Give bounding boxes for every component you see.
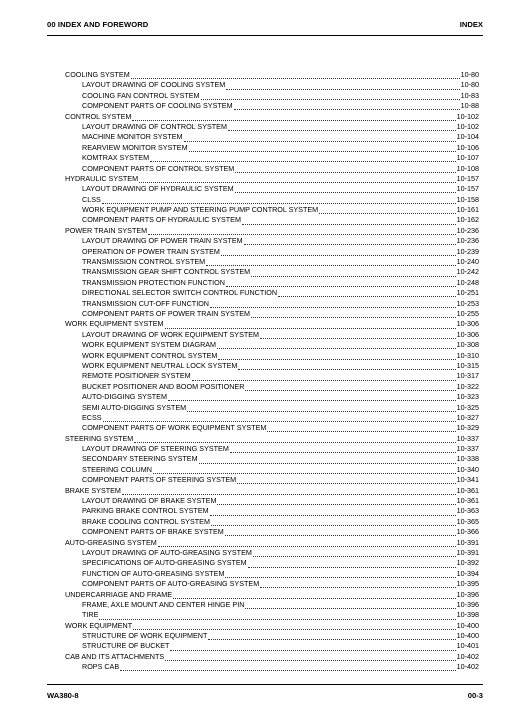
toc-entry-page: 10-323 bbox=[456, 392, 479, 402]
toc-entry-label: LAYOUT DRAWING OF BRAKE SYSTEM bbox=[82, 496, 217, 506]
dot-leader bbox=[244, 237, 456, 245]
toc-entry-page: 10-398 bbox=[456, 610, 479, 620]
toc-entry-page: 10-161 bbox=[456, 205, 479, 215]
toc-entry-page: 10-255 bbox=[456, 308, 479, 318]
toc-entry-page: 10-240 bbox=[456, 257, 479, 267]
dot-leader bbox=[201, 92, 460, 100]
dot-leader bbox=[226, 279, 456, 287]
dot-leader bbox=[260, 580, 455, 588]
toc-entry-label: CAB AND ITS ATTACHMENTS bbox=[65, 651, 165, 661]
page-header bbox=[47, 18, 483, 34]
dot-leader bbox=[170, 643, 455, 651]
section-title: 00 INDEX AND FOREWORD bbox=[47, 20, 149, 29]
toc-entry-label: COMPONENT PARTS OF POWER TRAIN SYSTEM bbox=[82, 308, 250, 318]
dot-leader bbox=[173, 591, 456, 599]
toc-entry-label: AUTO-DIGGING SYSTEM bbox=[82, 392, 167, 402]
toc-entry-label: WORK EQUIPMENT CONTROL SYSTEM bbox=[82, 350, 218, 360]
toc-subentry[interactable] bbox=[65, 205, 479, 215]
toc-subentry[interactable] bbox=[65, 641, 479, 651]
toc-subentry[interactable] bbox=[65, 475, 479, 485]
dot-leader bbox=[225, 528, 456, 536]
toc-entry-page: 10-402 bbox=[456, 662, 479, 672]
dot-leader bbox=[225, 570, 455, 578]
toc-subentry[interactable] bbox=[65, 236, 479, 246]
toc-subentry[interactable] bbox=[65, 215, 479, 225]
dot-leader bbox=[248, 560, 456, 568]
toc-subentry[interactable] bbox=[65, 506, 479, 516]
toc-subentry[interactable] bbox=[65, 382, 479, 392]
dot-leader bbox=[165, 321, 456, 329]
toc-entry[interactable] bbox=[65, 590, 479, 600]
toc-entry-page: 10-102 bbox=[456, 121, 479, 131]
toc-subentry[interactable] bbox=[65, 80, 479, 90]
toc-entry-label: STRUCTURE OF BUCKET bbox=[82, 641, 170, 651]
dot-leader bbox=[192, 373, 456, 381]
toc-entry-page: 10-338 bbox=[456, 454, 479, 464]
toc-entry-label: PARKING BRAKE CONTROL SYSTEM bbox=[82, 506, 209, 516]
toc-entry-page: 10-340 bbox=[456, 464, 479, 474]
toc-subentry[interactable] bbox=[65, 465, 479, 475]
dot-leader bbox=[210, 508, 456, 516]
toc-entry-page: 10-394 bbox=[456, 568, 479, 578]
toc-subentry[interactable] bbox=[65, 392, 479, 402]
toc-entry-label: DIRECTIONAL SELECTOR SWITCH CONTROL FUNCTION bbox=[82, 288, 278, 298]
toc-entry-label: MACHINE MONITOR SYSTEM bbox=[82, 132, 183, 142]
dot-leader bbox=[218, 352, 455, 360]
dot-leader bbox=[187, 404, 456, 412]
toc-entry-page: 10-80 bbox=[460, 70, 479, 79]
dot-leader bbox=[131, 71, 460, 79]
toc-subentry[interactable] bbox=[65, 122, 479, 132]
dot-leader bbox=[217, 497, 455, 505]
toc-entry-label: OPERATION OF POWER TRAIN SYSTEM bbox=[82, 246, 220, 256]
toc-entry[interactable] bbox=[65, 652, 479, 662]
toc-subentry[interactable] bbox=[65, 340, 479, 350]
toc-entry-page: 10-157 bbox=[456, 173, 479, 183]
dot-leader bbox=[184, 134, 456, 142]
toc-entry-label: TRANSMISSION CUT-OFF FUNCTION bbox=[82, 298, 209, 308]
dot-leader bbox=[267, 424, 455, 432]
toc-subentry[interactable] bbox=[65, 558, 479, 568]
dot-leader bbox=[251, 310, 456, 318]
toc-subentry[interactable] bbox=[65, 569, 479, 579]
toc-entry-label: CONTROL SYSTEM bbox=[65, 111, 132, 121]
toc-subentry[interactable] bbox=[65, 330, 479, 340]
toc-entry-label: BRAKE COOLING CONTROL SYSTEM bbox=[82, 516, 210, 526]
toc-entry-page: 10-396 bbox=[456, 589, 479, 599]
toc-entry-page: 10-80 bbox=[460, 80, 479, 90]
toc-subentry[interactable] bbox=[65, 132, 479, 142]
toc-entry-page: 10-102 bbox=[456, 111, 479, 121]
toc-subentry[interactable] bbox=[65, 288, 479, 298]
toc-entry-page: 10-400 bbox=[456, 620, 479, 630]
dot-leader bbox=[99, 612, 455, 620]
toc-entry-label: UNDERCARRIAGE AND FRAME bbox=[65, 589, 173, 599]
toc-entry-page: 10-315 bbox=[456, 360, 479, 370]
toc-subentry[interactable] bbox=[65, 579, 479, 589]
toc-entry-label: AUTO-GREASING SYSTEM bbox=[65, 537, 157, 547]
toc-entry-page: 10-253 bbox=[456, 298, 479, 308]
dot-leader bbox=[158, 539, 456, 547]
toc-entry-label: SEMI AUTO-DIGGING SYSTEM bbox=[82, 402, 187, 412]
toc-entry-page: 10-361 bbox=[456, 496, 479, 506]
toc-entry-page: 10-322 bbox=[456, 381, 479, 391]
dot-leader bbox=[210, 300, 456, 308]
toc-entry-page: 10-391 bbox=[456, 547, 479, 557]
toc-entry-label: FUNCTION OF AUTO-GREASING SYSTEM bbox=[82, 568, 225, 578]
dot-leader bbox=[237, 476, 455, 484]
toc-entry-page: 10-106 bbox=[456, 142, 479, 152]
toc-entry-label: ROPS CAB bbox=[82, 662, 120, 672]
toc-entry-page: 10-337 bbox=[456, 433, 479, 443]
toc-entry-page: 10-306 bbox=[456, 329, 479, 339]
toc-entry-label: COMPONENT PARTS OF AUTO-GREASING SYSTEM bbox=[82, 579, 260, 589]
toc-entry-label: LAYOUT DRAWING OF POWER TRAIN SYSTEM bbox=[82, 236, 243, 246]
toc-subentry[interactable] bbox=[65, 101, 479, 111]
dot-leader bbox=[221, 248, 456, 256]
toc-entry-label: COMPONENT PARTS OF BRAKE SYSTEM bbox=[82, 527, 224, 537]
toc-subentry[interactable] bbox=[65, 195, 479, 205]
toc-entry-label: WORK EQUIPMENT PUMP AND STEERING PUMP CONTROL SYSTEM bbox=[82, 205, 319, 215]
dot-leader bbox=[133, 622, 456, 630]
toc-subentry[interactable] bbox=[65, 454, 479, 464]
header-divider bbox=[47, 35, 483, 36]
toc-entry-page: 10-236 bbox=[456, 236, 479, 246]
toc-entry-page: 10-251 bbox=[456, 288, 479, 298]
toc-entry-page: 10-391 bbox=[456, 537, 479, 547]
toc-entry-label: LAYOUT DRAWING OF COOLING SYSTEM bbox=[82, 80, 226, 90]
toc-entry-page: 10-88 bbox=[460, 101, 479, 111]
dot-leader bbox=[120, 663, 455, 671]
toc-entry-page: 10-363 bbox=[456, 506, 479, 516]
dot-leader bbox=[319, 206, 455, 214]
toc-entry-page: 10-162 bbox=[456, 215, 479, 225]
toc-entry-label: WORK EQUIPMENT bbox=[65, 620, 133, 630]
toc-entry-label: TRANSMISSION PROTECTION FUNCTION bbox=[82, 277, 225, 287]
dot-leader bbox=[245, 601, 455, 609]
dot-leader bbox=[165, 653, 455, 661]
dot-leader bbox=[211, 518, 456, 526]
toc-entry-page: 10-158 bbox=[456, 194, 479, 204]
dot-leader bbox=[102, 196, 456, 204]
dot-leader bbox=[260, 331, 456, 339]
toc-entry-page: 10-104 bbox=[456, 132, 479, 142]
toc-entry-label: STEERING COLUMN bbox=[82, 464, 152, 474]
toc-entry-label: COMPONENT PARTS OF HYDRAULIC SYSTEM bbox=[82, 215, 241, 225]
toc-entry-label: COOLING SYSTEM bbox=[65, 70, 130, 79]
toc-entry-page: 10-83 bbox=[460, 90, 479, 100]
toc-entry-page: 10-108 bbox=[456, 163, 479, 173]
toc-entry-page: 10-329 bbox=[456, 423, 479, 433]
toc-entry[interactable] bbox=[65, 226, 479, 236]
toc-subentry[interactable] bbox=[65, 371, 479, 381]
toc-entry-page: 10-107 bbox=[456, 153, 479, 163]
toc-entry-label: SECONDARY STEERING SYSTEM bbox=[82, 454, 198, 464]
toc-entry-label: ECSS bbox=[82, 412, 102, 422]
dot-leader bbox=[234, 102, 460, 110]
toc-subentry[interactable] bbox=[65, 517, 479, 527]
dot-leader bbox=[103, 414, 456, 422]
toc-entry-label: REMOTE POSITIONER SYSTEM bbox=[82, 371, 191, 381]
toc-entry-label: LAYOUT DRAWING OF STEERING SYSTEM bbox=[82, 444, 229, 454]
toc-entry-page: 10-400 bbox=[456, 631, 479, 641]
toc-entry-page: 10-308 bbox=[456, 340, 479, 350]
toc-entry-label: CLSS bbox=[82, 194, 101, 204]
toc-entry-label: REARVIEW MONITOR SYSTEM bbox=[82, 142, 188, 152]
toc-subentry[interactable] bbox=[65, 600, 479, 610]
toc-subentry[interactable] bbox=[65, 278, 479, 288]
toc-entry-label: TRANSMISSION CONTROL SYSTEM bbox=[82, 257, 206, 267]
toc-subentry[interactable] bbox=[65, 153, 479, 163]
toc-entry-label: WORK EQUIPMENT NEUTRAL LOCK SYSTEM bbox=[82, 360, 238, 370]
toc-subentry[interactable] bbox=[65, 309, 479, 319]
toc-entry-page: 10-366 bbox=[456, 527, 479, 537]
toc-entry-label: KOMTRAX SYSTEM bbox=[82, 153, 150, 163]
toc-subentry[interactable] bbox=[65, 548, 479, 558]
footer-divider bbox=[47, 684, 483, 685]
toc-entry-label: SPECIFICATIONS OF AUTO-GREASING SYSTEM bbox=[82, 558, 247, 568]
toc-subentry[interactable] bbox=[65, 527, 479, 537]
toc-entry-label: COOLING FAN CONTROL SYSTEM bbox=[82, 90, 200, 100]
toc-entry-page: 10-236 bbox=[456, 225, 479, 235]
toc-entry[interactable] bbox=[65, 174, 479, 184]
page-footer bbox=[47, 691, 483, 705]
toc-subentry[interactable] bbox=[65, 413, 479, 423]
toc-entry[interactable] bbox=[65, 538, 479, 548]
toc-subentry[interactable] bbox=[65, 351, 479, 361]
toc-entry-page: 10-157 bbox=[456, 184, 479, 194]
toc-entry-page: 10-402 bbox=[456, 651, 479, 661]
toc-entry-label: TIRE bbox=[82, 610, 99, 620]
dot-leader bbox=[235, 165, 455, 173]
toc-subentry[interactable] bbox=[65, 361, 479, 371]
page-number: 00-3 bbox=[467, 691, 483, 700]
toc-subentry[interactable] bbox=[65, 631, 479, 641]
toc-entry-label: COMPONENT PARTS OF WORK EQUIPMENT SYSTEM bbox=[82, 423, 267, 433]
dot-leader bbox=[148, 227, 455, 235]
dot-leader bbox=[228, 123, 456, 131]
toc-subentry[interactable] bbox=[65, 267, 479, 277]
toc-entry-label: WORK EQUIPMENT SYSTEM DIAGRAM bbox=[82, 340, 217, 350]
toc-entry[interactable] bbox=[65, 319, 479, 329]
dot-leader bbox=[230, 445, 456, 453]
toc-subentry[interactable] bbox=[65, 299, 479, 309]
dot-leader bbox=[226, 82, 459, 90]
toc-entry-label: BUCKET POSITIONER AND BOOM POSITIONER bbox=[82, 381, 245, 391]
dot-leader bbox=[278, 289, 456, 297]
toc-entry[interactable] bbox=[65, 621, 479, 631]
toc-subentry[interactable] bbox=[65, 247, 479, 257]
dot-leader bbox=[251, 269, 455, 277]
toc-entry[interactable] bbox=[65, 112, 479, 122]
toc-entry-page: 10-239 bbox=[456, 246, 479, 256]
dot-leader bbox=[150, 154, 456, 162]
toc-entry-label: LAYOUT DRAWING OF HYDRAULIC SYSTEM bbox=[82, 184, 234, 194]
toc-entry-page: 10-242 bbox=[456, 267, 479, 277]
toc-entry-label: LAYOUT DRAWING OF CONTROL SYSTEM bbox=[82, 121, 227, 131]
toc-entry[interactable] bbox=[65, 70, 479, 80]
toc-subentry[interactable] bbox=[65, 444, 479, 454]
toc-entry-page: 10-361 bbox=[456, 485, 479, 495]
toc-entry-label: BRAKE SYSTEM bbox=[65, 485, 121, 495]
toc-subentry[interactable] bbox=[65, 496, 479, 506]
toc-entry-label: LAYOUT DRAWING OF AUTO-GREASING SYSTEM bbox=[82, 547, 252, 557]
toc-entry-page: 10-306 bbox=[456, 319, 479, 329]
toc-entry-label: COMPONENT PARTS OF CONTROL SYSTEM bbox=[82, 163, 235, 173]
toc-entry-page: 10-365 bbox=[456, 516, 479, 526]
toc-entry-page: 10-317 bbox=[456, 371, 479, 381]
dot-leader bbox=[235, 185, 456, 193]
toc-entry-label: STRUCTURE OF WORK EQUIPMENT bbox=[82, 631, 208, 641]
dot-leader bbox=[206, 258, 455, 266]
dot-leader bbox=[253, 549, 456, 557]
model-number: WA380-8 bbox=[47, 691, 79, 700]
toc-entry-label: COMPONENT PARTS OF STEERING SYSTEM bbox=[82, 475, 237, 485]
dot-leader bbox=[245, 383, 455, 391]
toc-subentry[interactable] bbox=[65, 403, 479, 413]
toc-subentry[interactable] bbox=[65, 610, 479, 620]
dot-leader bbox=[242, 217, 456, 225]
dot-leader bbox=[134, 435, 455, 443]
dot-leader bbox=[153, 466, 456, 474]
dot-leader bbox=[217, 341, 456, 349]
toc-entry-label: COMPONENT PARTS OF COOLING SYSTEM bbox=[82, 101, 233, 111]
toc-entry-page: 10-392 bbox=[456, 558, 479, 568]
toc-subentry[interactable] bbox=[65, 91, 479, 101]
toc-entry-label: TRANSMISSION GEAR SHIFT CONTROL SYSTEM bbox=[82, 267, 251, 277]
toc-entry-label: HYDRAULIC SYSTEM bbox=[65, 173, 139, 183]
toc-subentry[interactable] bbox=[65, 184, 479, 194]
toc-entry-label: FRAME, AXLE MOUNT AND CENTER HINGE PIN bbox=[82, 599, 245, 609]
dot-leader bbox=[139, 175, 456, 183]
dot-leader bbox=[189, 144, 456, 152]
dot-leader bbox=[199, 456, 456, 464]
toc-subentry[interactable] bbox=[65, 423, 479, 433]
table-of-contents bbox=[65, 70, 479, 673]
toc-entry[interactable] bbox=[65, 434, 479, 444]
toc-entry-label: POWER TRAIN SYSTEM bbox=[65, 225, 148, 235]
toc-entry-page: 10-341 bbox=[456, 475, 479, 485]
toc-subentry[interactable] bbox=[65, 164, 479, 174]
toc-subentry[interactable] bbox=[65, 143, 479, 153]
dot-leader bbox=[168, 393, 456, 401]
toc-entry-page: 10-325 bbox=[456, 402, 479, 412]
dot-leader bbox=[208, 632, 455, 640]
dot-leader bbox=[132, 113, 455, 121]
toc-entry-page: 10-310 bbox=[456, 350, 479, 360]
toc-entry-page: 10-396 bbox=[456, 599, 479, 609]
toc-entry-page: 10-337 bbox=[456, 444, 479, 454]
toc-entry-label: LAYOUT DRAWING OF WORK EQUIPMENT SYSTEM bbox=[82, 329, 260, 339]
toc-entry-page: 10-401 bbox=[456, 641, 479, 651]
toc-subentry[interactable] bbox=[65, 662, 479, 672]
toc-entry-page: 10-395 bbox=[456, 579, 479, 589]
dot-leader bbox=[238, 362, 455, 370]
toc-entry-page: 10-327 bbox=[456, 412, 479, 422]
page-title: INDEX bbox=[459, 20, 483, 29]
dot-leader bbox=[122, 487, 456, 495]
toc-subentry[interactable] bbox=[65, 257, 479, 267]
toc-entry-label: WORK EQUIPMENT SYSTEM bbox=[65, 319, 164, 329]
toc-entry[interactable] bbox=[65, 486, 479, 496]
toc-entry-label: STEERING SYSTEM bbox=[65, 433, 134, 443]
toc-entry-page: 10-248 bbox=[456, 277, 479, 287]
